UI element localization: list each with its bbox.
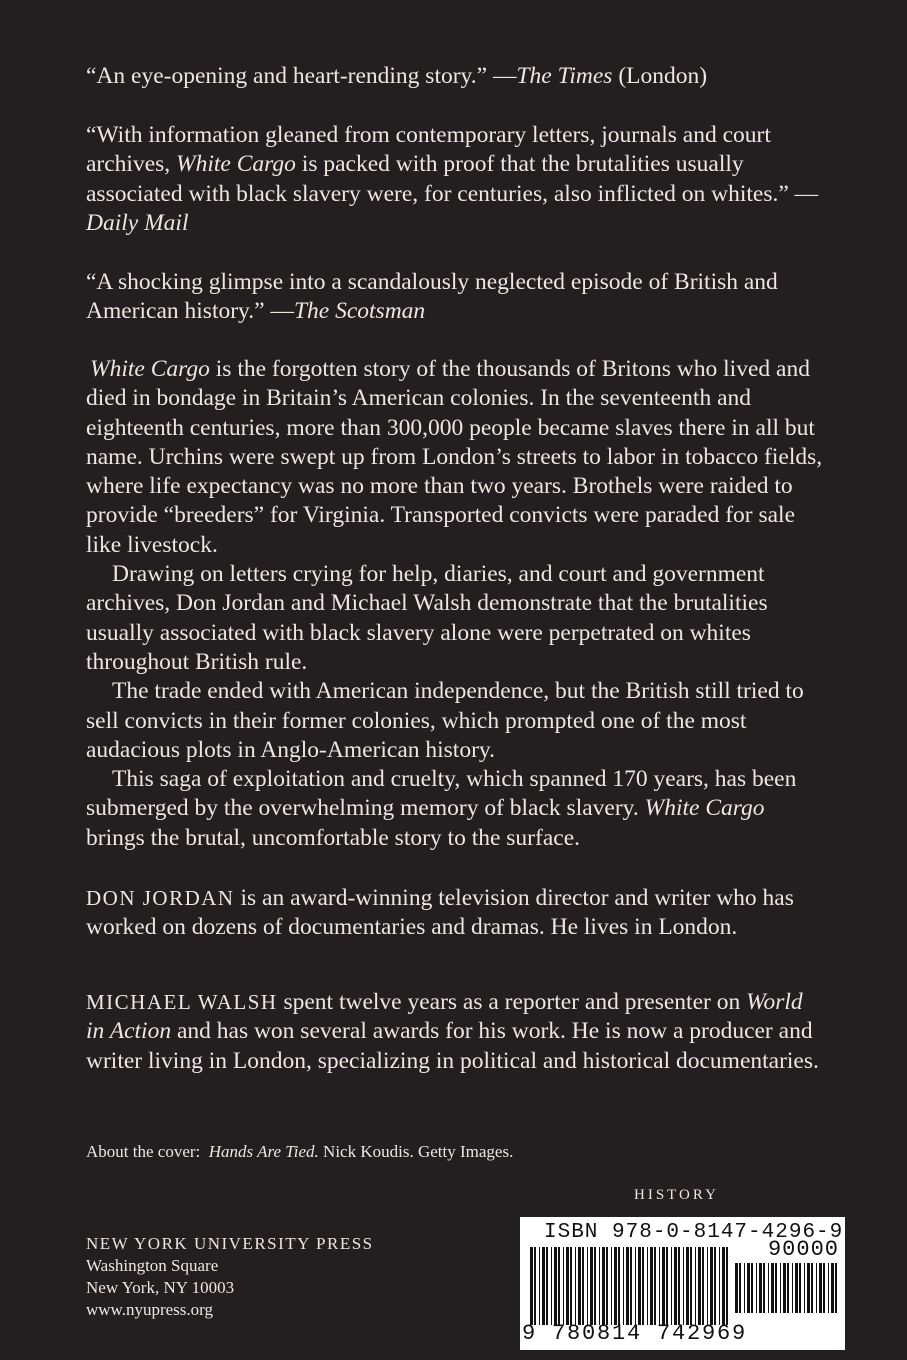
barcode-bar [816,1263,817,1313]
barcode-bar [534,1247,536,1325]
barcode-bar [642,1247,644,1325]
ean-digits-text: 9 780814 742969 [522,1321,748,1346]
barcode-bar [546,1247,548,1325]
barcode-bar [811,1263,813,1313]
barcode-bar [759,1263,762,1313]
barcode-bar [539,1247,540,1325]
barcode-bar [799,1263,801,1313]
review-quote-daily-mail [86,121,826,238]
publisher-block [86,1233,374,1321]
ean-barcode-bars [530,1247,730,1325]
barcode-bar [575,1247,576,1325]
barcode-bar [650,1247,653,1325]
description-paragraph-3: The trade ended with American independence, but the British still tried to sell convicts in their former colonies, which prompted one of the most audacious plots in Anglo-American history. [86,678,804,763]
barcode-bar [726,1247,728,1325]
barcode-bar [678,1247,680,1325]
barcode-bar [710,1247,713,1325]
book-title: White Cargo [90,356,210,382]
barcode-bar [618,1247,620,1325]
barcode-bar [690,1247,692,1325]
isbn-text: ISBN 978-0-8147-4296-9 [544,1221,844,1244]
barcode-bar [744,1263,745,1313]
barcode-bar [819,1263,822,1313]
barcode-bar [831,1263,834,1313]
barcode-bar [662,1247,665,1325]
bio-text: is an award-winning television director and writer who has worked on dozens of documentaries and dramas. He lives in London. [86,885,794,941]
barcode-bar [590,1247,593,1325]
bio-text: spent twelve years as a reporter and presenter on [277,989,747,1015]
barcode-bar [714,1247,716,1325]
barcode-bar [611,1247,612,1325]
barcode-bar [594,1247,596,1325]
barcode-bar [566,1247,569,1325]
quote-source: The Times [516,63,613,89]
publisher-address-line-2: New York, NY 10003 [86,1278,235,1297]
book-description [86,355,826,853]
barcode-bar [671,1247,672,1325]
barcode-bar [795,1263,798,1313]
barcode-bar [783,1263,786,1313]
barcode-bar [587,1247,588,1325]
barcode-bar [698,1247,701,1325]
barcode-bar [551,1247,552,1325]
price-code-text: 90000 [767,1237,839,1262]
barcode-bar [763,1263,765,1313]
author-name: DON JORDAN [86,886,235,910]
barcode-bar [751,1263,753,1313]
barcode-bar [702,1247,704,1325]
barcode-bar [654,1247,656,1325]
barcode-bar [563,1247,564,1325]
barcode-bar [804,1263,805,1313]
program-title: World in Action [86,989,803,1045]
barcode-bar [768,1263,769,1313]
author-name: MICHAEL WALSH [86,990,278,1014]
quote-text-intro: “With information gleaned from contemporary letters, journals and court archives, [86,122,771,178]
barcode-bar [602,1247,605,1325]
barcode-bar [780,1263,781,1313]
barcode-bar [606,1247,608,1325]
barcode-bar [747,1263,750,1313]
barcode-bar [626,1247,629,1325]
publisher-name: NEW YORK UNIVERSITY PRESS [86,1234,374,1253]
barcode-bar [558,1247,560,1325]
addon-barcode-bars [735,1263,839,1313]
author-bio-walsh [86,988,826,1076]
bio-text-continued: and has won several awards for his work. He is now a producer and writer living in London, specializing in political and historical documentaries. [86,1018,819,1074]
barcode-bar [647,1247,648,1325]
barcode-bar [735,1263,738,1313]
barcode-bar [792,1263,793,1313]
barcode-bar [666,1247,668,1325]
book-title: White Cargo [176,151,296,178]
barcode-bar [614,1247,617,1325]
barcode-bar [722,1247,725,1325]
barcode-bar [683,1247,684,1325]
barcode-bar [807,1263,810,1313]
review-quote-times [86,62,826,91]
barcode-bar [630,1247,632,1325]
barcode-bar [695,1247,696,1325]
quote-source: The Scotsman [293,298,426,325]
quote-text: “A shocking glimpse into a scandalously neglected episode of British and American history.” — [86,269,778,325]
description-paragraph-4: This saga of exploitation and cruelty, which spanned 170 years, has been submerged by the overwhelming memory of black slavery. White Cargo brings the brutal, uncomfortable story to the surface. [86,766,797,851]
barcode-bar [674,1247,677,1325]
barcode-bar [578,1247,581,1325]
barcode-bar [582,1247,584,1325]
barcode-bar [756,1263,757,1313]
isbn-barcode [520,1217,845,1350]
author-bio-jordan [86,884,826,943]
barcode-bar [599,1247,600,1325]
quote-source-location: (London) [612,63,708,89]
book-title: White Cargo [644,795,765,822]
cover-credit-label: About the cover: [86,1142,201,1161]
barcode-bar [635,1247,636,1325]
barcode-bar [823,1263,825,1313]
barcode-bar [707,1247,708,1325]
barcode-bar [775,1263,777,1313]
quote-source: Daily Mail [86,209,189,236]
barcode-bar [623,1247,624,1325]
barcode-bar [719,1247,720,1325]
description-paragraph-2: Drawing on letters crying for help, diaries, and court and government archives, Don Jordan and Michael Walsh demonstrate that the brutalities usually associated with black slavery alone were perpetrated on whites throughout British rule. [86,561,768,675]
barcode-bar [530,1247,533,1325]
barcode-bar [739,1263,741,1313]
publisher-url: www.nyupress.org [86,1300,214,1319]
barcode-bar [686,1247,689,1325]
review-quote-scotsman [86,268,826,327]
barcode-bar [659,1247,660,1325]
description-paragraph-1: White Cargo is the forgotten story of the thousands of Britons who lived and died in bondage in Britain’s American colonies. In the seventeenth and eighteenth centuries, more than 300,000 people became slaves there in all but name. Urchins were swept up from London’s streets to labor in tobacco fields, where life expectancy was no more than two years. Brothels were raided to provide “breeders” for Virginia. Transported convicts were paraded for sale like livestock. [86,356,823,558]
barcode-bar [771,1263,774,1313]
barcode-bar [542,1247,545,1325]
barcode-bar [787,1263,789,1313]
quote-text: is packed with proof that the brutalities usually associated with black slavery were, for centuries, also inflicted on whites.” — [86,151,819,207]
barcode-bar [835,1263,837,1313]
barcode-bar [570,1247,572,1325]
quote-text: “An eye-opening and heart-rending story.” — [86,63,517,89]
publisher-address-line-1: Washington Square [86,1256,219,1275]
category-label: HISTORY [634,1187,719,1203]
cover-credit [86,1141,513,1163]
barcode-bar [554,1247,557,1325]
cover-art-title: Hands Are Tied. [208,1142,319,1161]
barcode-bar [828,1263,829,1313]
cover-credit-source: Nick Koudis. Getty Images. [318,1142,514,1161]
barcode-bar [638,1247,641,1325]
